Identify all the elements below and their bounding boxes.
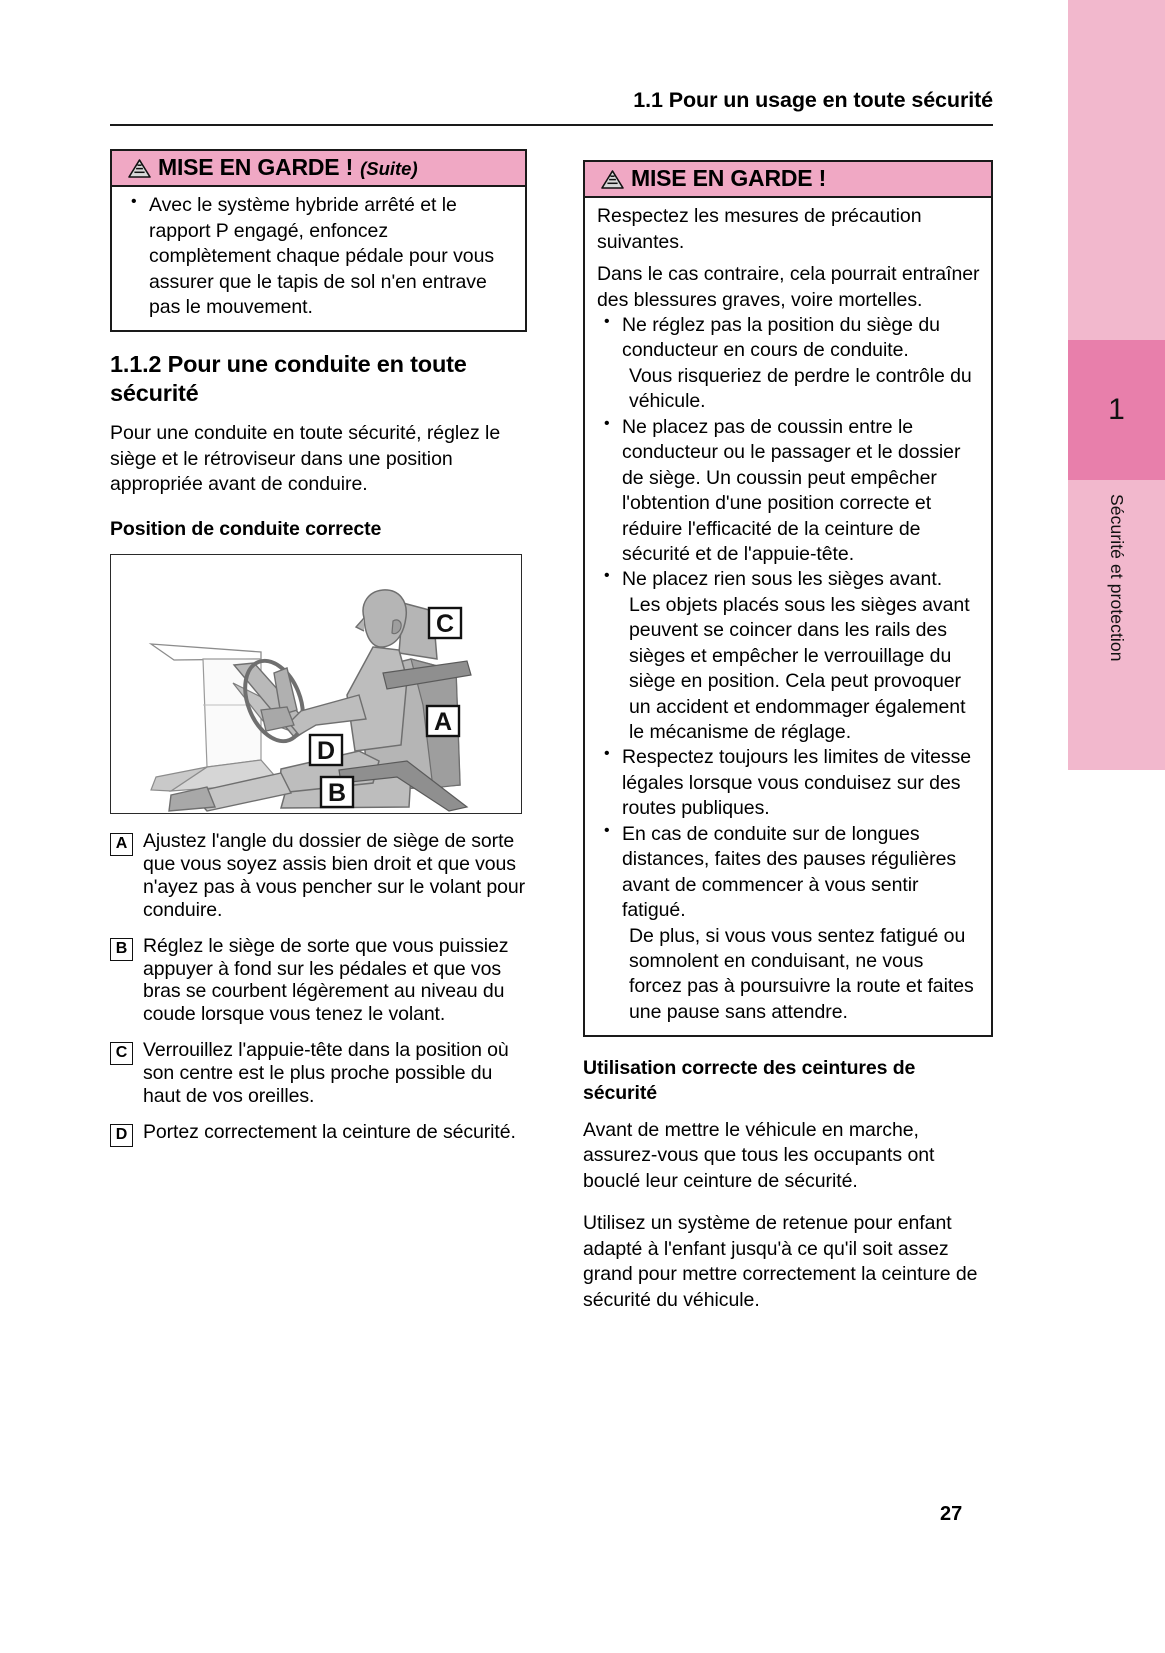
bullet-main: Ne placez pas de coussin entre le conducteur ou le passager et le dossier de siège. Un coussin peut empêcher l'obtention d'une position correcte et réduire l'efficacité de la ceinture de sécurité et de l'appuie-tête. (622, 415, 961, 565)
bullet-sub: De plus, si vous vous sentez fatigué ou somnolent en conduisant, ne vous forcez pas à poursuivre la route et faites une pause sans attendre. (629, 924, 974, 1023)
left-column (110, 149, 527, 1160)
bullet-main: Respectez toujours les limites de vitesse légales lorsque vous conduisez sur des routes publiques. (622, 746, 972, 820)
list-item (597, 313, 981, 415)
figure-callout-B (321, 777, 353, 807)
warning-triangle-icon (601, 170, 624, 194)
chapter-number: 1 (1108, 393, 1125, 426)
warning-box-body (112, 187, 525, 330)
warning-triangle-icon (128, 159, 151, 183)
list-item (110, 830, 527, 922)
legend-letter-b: B (110, 938, 133, 961)
legend-letter-a: A (110, 833, 133, 856)
svg-text:B: B (327, 779, 347, 808)
list-item (597, 745, 981, 821)
warning-intro-1: Respectez les mesures de précaution suivantes. (597, 205, 922, 253)
header-divider (110, 124, 993, 126)
chapter-title-vertical: Sécurité et protection (1107, 494, 1127, 662)
list-item (597, 822, 981, 1026)
section-heading: 1.1.2 Pour une conduite en toute sécurité (110, 351, 467, 406)
sub-heading-driving-position: Position de conduite correcte (110, 517, 382, 540)
legend-letter-c: C (110, 1042, 133, 1065)
warning-suite-label: (Suite) (360, 158, 418, 179)
warning-box-header (585, 162, 991, 198)
intro-paragraph: Pour une conduite en toute sécurité, réglez le siège et le rétroviseur dans une position appropriée avant de conduire. (110, 422, 501, 496)
list-item: • Avec le système hybride arrêté et le rapport P engagé, enfoncez complètement chaque pédale pour vous assurer que le tapis de sol n'en entrave pas le mouvement. (124, 193, 515, 320)
running-head: 1.1 Pour un usage en toute sécurité (633, 88, 993, 112)
legend-text-d: Portez correctement la ceinture de sécurité. (143, 1120, 516, 1143)
warning-box-continued (110, 149, 527, 332)
chapter-tab-label-block (1068, 480, 1165, 770)
warning-box-main (583, 160, 993, 1037)
svg-text:D: D (316, 737, 336, 766)
bullet-sub: Les objets placés sous les sièges avant peuvent se coincer dans les rails des sièges et empêcher le verrouillage du siège en position. Cela peut provoquer un accident et endommager également le mécanisme de réglage. (629, 593, 970, 744)
warning-bullet-list (124, 193, 515, 320)
list-item (110, 1039, 527, 1108)
chapter-tab-spacer (1068, 0, 1165, 300)
list-item (110, 935, 527, 1027)
bullet-main: Ne réglez pas la position du siège du conducteur en cours de conduite. (622, 314, 940, 362)
sub-heading-seatbelt-use: Utilisation correcte des ceintures de sécurité (583, 1057, 916, 1104)
page-number: 27 (940, 1503, 963, 1525)
warning-box-body (585, 198, 991, 1035)
legend-text-a: Ajustez l'angle du dossier de siège de sorte que vous soyez assis bien droit et que vous n'ayez pas à vous pencher sur le volant pour conduire. (143, 830, 525, 921)
figure-legend-list (110, 830, 527, 1147)
bullet-sub: Vous risqueriez de perdre le contrôle du véhicule. (629, 364, 972, 413)
right-column (583, 160, 993, 1320)
figure-callout-D (310, 735, 342, 765)
svg-text:C: C (435, 610, 455, 639)
seatbelt-paragraph-1: Avant de mettre le véhicule en marche, assurez-vous que tous les occupants ont bouclé leur ceinture de sécurité. (583, 1119, 935, 1192)
figure-callout-C (429, 608, 461, 638)
chapter-tab-number-block[interactable] (1068, 340, 1165, 480)
warning-bullet-list (597, 313, 981, 1025)
seatbelt-paragraph-2: Utilisez un système de retenue pour enfant adapté à l'enfant jusqu'à ce qu'il soit assez grand pour mettre correctement la ceinture de sécurité du véhicule. (583, 1212, 978, 1311)
list-item (597, 415, 981, 568)
legend-text-c: Verrouillez l'appuie-tête dans la position où son centre est le plus proche possible du haut de vos oreilles. (143, 1039, 509, 1108)
legend-letter-d: D (110, 1124, 133, 1147)
bullet-main: Ne placez rien sous les sièges avant. (622, 568, 943, 591)
warning-box-header (112, 151, 525, 187)
bullet-main: En cas de conduite sur de longues distances, faites des pauses régulières avant de commencer à vous sentir fatigué. (622, 822, 957, 922)
warning-title: MISE EN GARDE ! (158, 154, 354, 180)
chapter-tab-strip (1068, 0, 1165, 662)
list-item (597, 567, 981, 745)
figure-callout-A (427, 706, 459, 736)
warning-intro-2: Dans le cas contraire, cela pourrait entraîner des blessures graves, voire mortelles. (597, 263, 980, 311)
warning-title: MISE EN GARDE ! (631, 165, 827, 191)
svg-text:A: A (433, 708, 453, 737)
list-item (110, 1121, 527, 1147)
driving-position-figure (110, 554, 522, 814)
legend-text-b: Réglez le siège de sorte que vous puissiez appuyer à fond sur les pédales et que vos bras se courbent légèrement au niveau du coude lorsque vous tenez le volant. (143, 934, 509, 1026)
